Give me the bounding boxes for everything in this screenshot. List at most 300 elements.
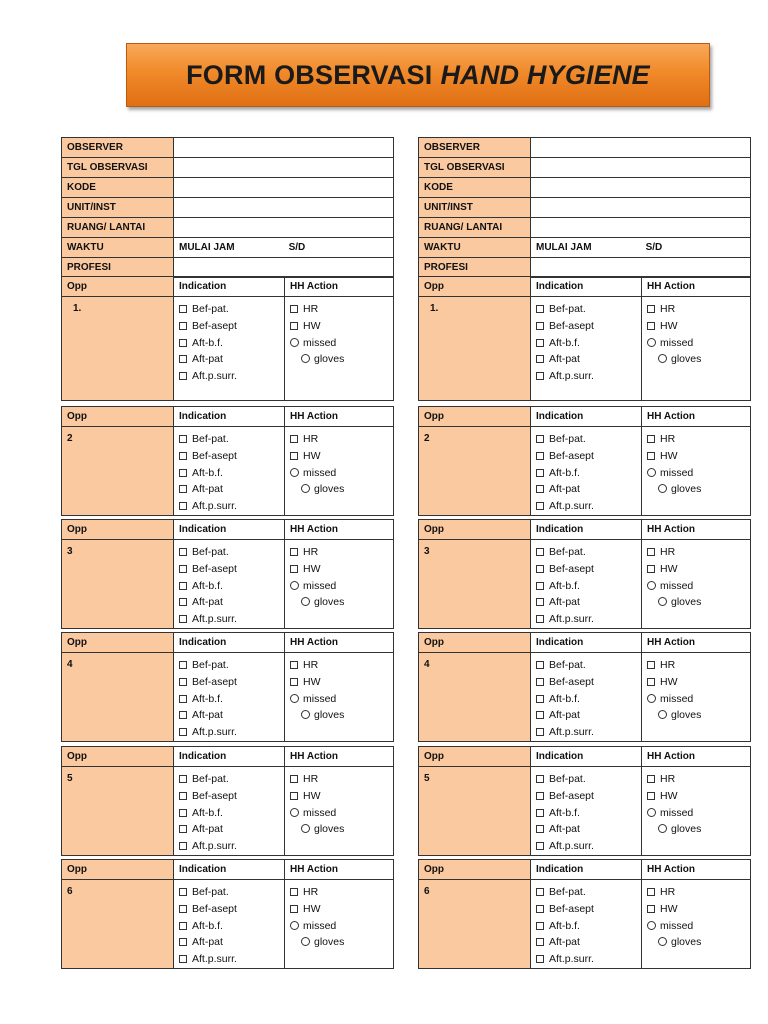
checkbox-icon[interactable] xyxy=(536,938,544,946)
checkbox-icon[interactable] xyxy=(647,322,655,330)
checkbox-icon[interactable] xyxy=(536,809,544,817)
info-field[interactable] xyxy=(174,258,394,278)
checkbox-icon[interactable] xyxy=(647,888,655,896)
radio-icon[interactable] xyxy=(301,710,310,719)
opp-number: 5 xyxy=(62,767,174,856)
hr-checkbox[interactable]: HR xyxy=(647,544,750,561)
indication-cell xyxy=(174,297,285,401)
indication-checkbox[interactable]: Aft-pat xyxy=(179,594,284,611)
opp-header: Opp xyxy=(62,747,174,767)
hr-checkbox[interactable]: HR xyxy=(290,884,393,901)
opportunity-table xyxy=(61,276,394,401)
observation-form-left xyxy=(61,137,394,278)
indication-checkbox[interactable]: Bef-asept xyxy=(536,318,641,335)
indication-checkbox[interactable]: Bef-asept xyxy=(536,901,641,918)
indication-checkbox[interactable]: Bef-pat. xyxy=(179,301,284,318)
indication-checkbox[interactable]: Aft-pat xyxy=(536,821,641,838)
checkbox-icon[interactable] xyxy=(536,888,544,896)
checkbox-icon[interactable] xyxy=(536,661,544,669)
indication-checkbox[interactable]: Aft.p.surr. xyxy=(179,951,284,968)
indication-checkbox[interactable]: Bef-pat. xyxy=(536,771,641,788)
radio-icon[interactable] xyxy=(658,354,667,363)
indication-checkbox[interactable]: Aft-b.f. xyxy=(536,335,641,352)
hh-action-cell xyxy=(285,653,394,742)
checkbox-icon[interactable] xyxy=(536,582,544,590)
indication-cell xyxy=(531,427,642,516)
indication-checkbox[interactable]: Bef-asept xyxy=(536,561,641,578)
indication-checkbox[interactable]: Aft.p.surr. xyxy=(179,611,284,628)
info-field[interactable] xyxy=(174,218,394,238)
checkbox-icon[interactable] xyxy=(647,905,655,913)
indication-checkbox[interactable]: Aft-b.f. xyxy=(179,691,284,708)
opp-header: Opp xyxy=(419,407,531,427)
hw-checkbox[interactable]: HW xyxy=(290,674,393,691)
checkbox-icon[interactable] xyxy=(179,825,187,833)
checkbox-icon[interactable] xyxy=(290,565,298,573)
missed-radio[interactable]: missed xyxy=(290,805,393,822)
hw-checkbox[interactable]: HW xyxy=(290,561,393,578)
indication-checkbox[interactable]: Aft-pat xyxy=(179,934,284,951)
gloves-radio[interactable]: gloves xyxy=(290,934,393,951)
indication-checkbox[interactable]: Aft-pat xyxy=(179,821,284,838)
radio-icon[interactable] xyxy=(290,921,299,930)
hr-checkbox[interactable]: HR xyxy=(290,771,393,788)
checkbox-icon[interactable] xyxy=(536,905,544,913)
indication-checkbox[interactable]: Bef-asept xyxy=(179,448,284,465)
checkbox-icon[interactable] xyxy=(647,565,655,573)
radio-icon[interactable] xyxy=(290,694,299,703)
indication-checkbox[interactable]: Bef-asept xyxy=(179,318,284,335)
gloves-radio[interactable]: gloves xyxy=(647,594,750,611)
opportunity-table xyxy=(418,746,751,856)
checkbox-icon[interactable] xyxy=(647,678,655,686)
info-field[interactable] xyxy=(174,138,394,158)
opp-number: 4 xyxy=(62,653,174,742)
info-field[interactable] xyxy=(531,258,751,278)
info-label: TGL OBSERVASI xyxy=(62,158,174,178)
checkbox-icon[interactable] xyxy=(536,485,544,493)
hh-action-header: HH Action xyxy=(642,277,751,297)
opp-number: 2 xyxy=(62,427,174,516)
gloves-radio[interactable]: gloves xyxy=(290,351,393,368)
checkbox-icon[interactable] xyxy=(536,322,544,330)
checkbox-icon[interactable] xyxy=(179,548,187,556)
checkbox-icon[interactable] xyxy=(179,905,187,913)
waktu-field[interactable] xyxy=(531,238,751,258)
checkbox-icon[interactable] xyxy=(536,502,544,510)
hw-checkbox[interactable]: HW xyxy=(647,318,750,335)
checkbox-icon[interactable] xyxy=(179,469,187,477)
radio-icon[interactable] xyxy=(290,808,299,817)
indication-checkbox[interactable]: Aft-b.f. xyxy=(179,578,284,595)
missed-radio[interactable]: missed xyxy=(290,918,393,935)
indication-checkbox[interactable]: Bef-pat. xyxy=(179,884,284,901)
form-title xyxy=(126,43,710,107)
mulai-jam-label: MULAI JAM xyxy=(536,242,592,253)
radio-icon[interactable] xyxy=(647,694,656,703)
info-field[interactable] xyxy=(174,178,394,198)
indication-checkbox[interactable]: Aft-pat xyxy=(536,481,641,498)
checkbox-icon[interactable] xyxy=(179,711,187,719)
checkbox-icon[interactable] xyxy=(179,775,187,783)
checkbox-icon[interactable] xyxy=(179,938,187,946)
indication-checkbox[interactable]: Bef-pat. xyxy=(179,431,284,448)
info-label: PROFESI xyxy=(419,258,531,278)
opportunity-block xyxy=(418,632,751,742)
checkbox-icon[interactable] xyxy=(179,792,187,800)
checkbox-icon[interactable] xyxy=(290,792,298,800)
opportunity-block xyxy=(61,859,394,969)
indication-checkbox[interactable]: Aft-b.f. xyxy=(536,805,641,822)
checkbox-icon[interactable] xyxy=(179,922,187,930)
indication-cell xyxy=(531,767,642,856)
opportunity-table xyxy=(61,406,394,516)
indication-checkbox[interactable]: Aft.p.surr. xyxy=(536,368,641,385)
hr-checkbox[interactable]: HR xyxy=(647,431,750,448)
checkbox-icon[interactable] xyxy=(536,469,544,477)
opp-header: Opp xyxy=(419,747,531,767)
indication-checkbox[interactable]: Bef-pat. xyxy=(536,301,641,318)
checkbox-icon[interactable] xyxy=(179,809,187,817)
indication-checkbox[interactable]: Bef-asept xyxy=(179,788,284,805)
checkbox-icon[interactable] xyxy=(290,322,298,330)
hw-checkbox[interactable]: HW xyxy=(647,788,750,805)
indication-checkbox[interactable]: Aft-b.f. xyxy=(536,918,641,935)
indication-checkbox[interactable]: Bef-pat. xyxy=(179,544,284,561)
checkbox-icon[interactable] xyxy=(290,548,298,556)
radio-icon[interactable] xyxy=(658,710,667,719)
opportunity-table xyxy=(418,859,751,969)
checkbox-icon[interactable] xyxy=(536,435,544,443)
indication-checkbox[interactable]: Bef-asept xyxy=(536,448,641,465)
checkbox-icon[interactable] xyxy=(647,452,655,460)
indication-cell xyxy=(174,880,285,969)
checkbox-icon[interactable] xyxy=(536,775,544,783)
indication-checkbox[interactable]: Aft.p.surr. xyxy=(536,951,641,968)
checkbox-icon[interactable] xyxy=(647,305,655,313)
opp-number: 6 xyxy=(62,880,174,969)
checkbox-icon[interactable] xyxy=(179,502,187,510)
info-label: KODE xyxy=(419,178,531,198)
info-label: PROFESI xyxy=(62,258,174,278)
indication-checkbox[interactable]: Bef-asept xyxy=(179,561,284,578)
missed-radio[interactable]: missed xyxy=(647,691,750,708)
checkbox-icon[interactable] xyxy=(179,305,187,313)
missed-radio[interactable]: missed xyxy=(290,691,393,708)
hr-checkbox[interactable]: HR xyxy=(290,301,393,318)
hh-action-cell xyxy=(642,880,751,969)
indication-checkbox[interactable]: Bef-asept xyxy=(536,674,641,691)
hr-checkbox[interactable]: HR xyxy=(647,657,750,674)
gloves-radio[interactable]: gloves xyxy=(290,821,393,838)
opportunity-block xyxy=(61,746,394,856)
indication-checkbox[interactable]: Aft-b.f. xyxy=(536,465,641,482)
radio-icon[interactable] xyxy=(647,581,656,590)
opp-number: 3 xyxy=(62,540,174,629)
opportunity-table xyxy=(418,519,751,629)
indication-checkbox[interactable]: Aft-pat xyxy=(536,351,641,368)
checkbox-icon[interactable] xyxy=(290,452,298,460)
radio-icon[interactable] xyxy=(658,597,667,606)
checkbox-icon[interactable] xyxy=(536,922,544,930)
opportunity-table xyxy=(61,746,394,856)
checkbox-icon[interactable] xyxy=(647,661,655,669)
indication-checkbox[interactable]: Aft.p.surr. xyxy=(179,498,284,515)
indication-checkbox[interactable]: Aft-pat xyxy=(536,934,641,951)
indication-checkbox[interactable]: Bef-pat. xyxy=(536,431,641,448)
gloves-radio[interactable]: gloves xyxy=(647,481,750,498)
indication-checkbox[interactable]: Bef-asept xyxy=(536,788,641,805)
info-label: WAKTU xyxy=(62,238,174,258)
indication-checkbox[interactable]: Aft-pat xyxy=(179,481,284,498)
checkbox-icon[interactable] xyxy=(179,372,187,380)
indication-cell xyxy=(531,880,642,969)
radio-icon[interactable] xyxy=(290,581,299,590)
indication-cell xyxy=(174,653,285,742)
indication-checkbox[interactable]: Bef-pat. xyxy=(536,544,641,561)
gloves-radio[interactable]: gloves xyxy=(290,481,393,498)
checkbox-icon[interactable] xyxy=(179,678,187,686)
checkbox-icon[interactable] xyxy=(536,842,544,850)
checkbox-icon[interactable] xyxy=(179,661,187,669)
radio-icon[interactable] xyxy=(301,597,310,606)
checkbox-icon[interactable] xyxy=(647,792,655,800)
indication-checkbox[interactable]: Aft-pat xyxy=(179,351,284,368)
missed-radio[interactable]: missed xyxy=(647,578,750,595)
checkbox-icon[interactable] xyxy=(179,728,187,736)
opportunity-table xyxy=(61,632,394,742)
checkbox-icon[interactable] xyxy=(179,598,187,606)
hh-action-header: HH Action xyxy=(285,633,394,653)
checkbox-icon[interactable] xyxy=(536,339,544,347)
radio-icon[interactable] xyxy=(658,937,667,946)
hh-action-header: HH Action xyxy=(285,277,394,297)
checkbox-icon[interactable] xyxy=(179,955,187,963)
hw-checkbox[interactable]: HW xyxy=(647,901,750,918)
hh-action-header: HH Action xyxy=(642,407,751,427)
hr-checkbox[interactable]: HR xyxy=(647,301,750,318)
indication-checkbox[interactable]: Aft-b.f. xyxy=(179,918,284,935)
missed-radio[interactable]: missed xyxy=(647,918,750,935)
indication-header: Indication xyxy=(531,520,642,540)
checkbox-icon[interactable] xyxy=(536,825,544,833)
gloves-radio[interactable]: gloves xyxy=(647,821,750,838)
indication-checkbox[interactable]: Bef-asept xyxy=(179,674,284,691)
hh-action-cell xyxy=(285,880,394,969)
checkbox-icon[interactable] xyxy=(536,728,544,736)
info-label: OBSERVER xyxy=(62,138,174,158)
radio-icon[interactable] xyxy=(301,824,310,833)
info-label: RUANG/ LANTAI xyxy=(419,218,531,238)
hw-checkbox[interactable]: HW xyxy=(290,788,393,805)
hh-action-cell xyxy=(285,427,394,516)
missed-radio[interactable]: missed xyxy=(647,465,750,482)
checkbox-icon[interactable] xyxy=(536,452,544,460)
hw-checkbox[interactable]: HW xyxy=(290,448,393,465)
hw-checkbox[interactable]: HW xyxy=(647,561,750,578)
checkbox-icon[interactable] xyxy=(290,888,298,896)
indication-checkbox[interactable]: Bef-asept xyxy=(179,901,284,918)
radio-icon[interactable] xyxy=(647,808,656,817)
indication-checkbox[interactable]: Aft.p.surr. xyxy=(179,838,284,855)
info-field[interactable] xyxy=(531,198,751,218)
checkbox-icon[interactable] xyxy=(536,548,544,556)
checkbox-icon[interactable] xyxy=(290,305,298,313)
mulai-jam-label: MULAI JAM xyxy=(179,242,235,253)
checkbox-icon[interactable] xyxy=(179,582,187,590)
checkbox-icon[interactable] xyxy=(290,905,298,913)
checkbox-icon[interactable] xyxy=(179,695,187,703)
gloves-radio[interactable]: gloves xyxy=(290,707,393,724)
indication-checkbox[interactable]: Aft-b.f. xyxy=(179,805,284,822)
missed-radio[interactable]: missed xyxy=(290,578,393,595)
checkbox-icon[interactable] xyxy=(179,888,187,896)
checkbox-icon[interactable] xyxy=(536,678,544,686)
indication-checkbox[interactable]: Bef-pat. xyxy=(536,657,641,674)
hr-checkbox[interactable]: HR xyxy=(290,657,393,674)
hw-checkbox[interactable]: HW xyxy=(647,448,750,465)
observation-form-right xyxy=(418,137,751,278)
indication-checkbox[interactable]: Aft-pat xyxy=(179,707,284,724)
indication-checkbox[interactable]: Bef-pat. xyxy=(179,771,284,788)
hh-action-header: HH Action xyxy=(285,407,394,427)
hr-checkbox[interactable]: HR xyxy=(647,884,750,901)
info-field[interactable] xyxy=(174,158,394,178)
hr-checkbox[interactable]: HR xyxy=(290,431,393,448)
hh-action-cell xyxy=(285,767,394,856)
gloves-radio[interactable]: gloves xyxy=(290,594,393,611)
indication-cell xyxy=(174,767,285,856)
hh-action-header: HH Action xyxy=(642,633,751,653)
checkbox-icon[interactable] xyxy=(179,355,187,363)
indication-header: Indication xyxy=(531,277,642,297)
indication-checkbox[interactable]: Aft-b.f. xyxy=(536,691,641,708)
checkbox-icon[interactable] xyxy=(179,452,187,460)
info-label: KODE xyxy=(62,178,174,198)
indication-checkbox[interactable]: Aft-b.f. xyxy=(179,335,284,352)
hw-checkbox[interactable]: HW xyxy=(290,318,393,335)
indication-header: Indication xyxy=(174,277,285,297)
checkbox-icon[interactable] xyxy=(647,435,655,443)
radio-icon[interactable] xyxy=(290,338,299,347)
checkbox-icon[interactable] xyxy=(536,711,544,719)
radio-icon[interactable] xyxy=(301,354,310,363)
radio-icon[interactable] xyxy=(647,921,656,930)
indication-checkbox[interactable]: Aft-b.f. xyxy=(536,578,641,595)
observer-info-table xyxy=(61,137,394,278)
hw-checkbox[interactable]: HW xyxy=(290,901,393,918)
checkbox-icon[interactable] xyxy=(647,775,655,783)
radio-icon[interactable] xyxy=(301,937,310,946)
gloves-radio[interactable]: gloves xyxy=(647,351,750,368)
checkbox-icon[interactable] xyxy=(179,842,187,850)
info-field[interactable] xyxy=(531,218,751,238)
checkbox-icon[interactable] xyxy=(536,792,544,800)
radio-icon[interactable] xyxy=(658,824,667,833)
opp-header: Opp xyxy=(62,520,174,540)
hh-action-header: HH Action xyxy=(642,520,751,540)
radio-icon[interactable] xyxy=(290,468,299,477)
gloves-radio[interactable]: gloves xyxy=(647,934,750,951)
indication-checkbox[interactable]: Bef-pat. xyxy=(536,884,641,901)
indication-checkbox[interactable]: Aft.p.surr. xyxy=(179,368,284,385)
opportunity-block xyxy=(61,519,394,629)
indication-header: Indication xyxy=(531,860,642,880)
indication-checkbox[interactable]: Aft.p.surr. xyxy=(536,838,641,855)
checkbox-icon[interactable] xyxy=(179,615,187,623)
checkbox-icon[interactable] xyxy=(536,615,544,623)
info-field[interactable] xyxy=(531,138,751,158)
indication-header: Indication xyxy=(174,407,285,427)
checkbox-icon[interactable] xyxy=(290,435,298,443)
checkbox-icon[interactable] xyxy=(536,355,544,363)
hh-action-cell xyxy=(285,540,394,629)
opportunity-block xyxy=(418,276,751,401)
opp-number: 2 xyxy=(419,427,531,516)
indication-checkbox[interactable]: Aft.p.surr. xyxy=(179,724,284,741)
opp-header: Opp xyxy=(62,407,174,427)
indication-checkbox[interactable]: Aft.p.surr. xyxy=(536,611,641,628)
checkbox-icon[interactable] xyxy=(179,485,187,493)
radio-icon[interactable] xyxy=(658,484,667,493)
indication-header: Indication xyxy=(531,407,642,427)
checkbox-icon[interactable] xyxy=(179,565,187,573)
checkbox-icon[interactable] xyxy=(536,598,544,606)
indication-checkbox[interactable]: Aft-pat xyxy=(536,594,641,611)
checkbox-icon[interactable] xyxy=(290,661,298,669)
checkbox-icon[interactable] xyxy=(536,565,544,573)
hw-checkbox[interactable]: HW xyxy=(647,674,750,691)
opp-header: Opp xyxy=(419,520,531,540)
indication-checkbox[interactable]: Aft.p.surr. xyxy=(536,498,641,515)
indication-checkbox[interactable]: Aft.p.surr. xyxy=(536,724,641,741)
hr-checkbox[interactable]: HR xyxy=(647,771,750,788)
info-field[interactable] xyxy=(531,178,751,198)
checkbox-icon[interactable] xyxy=(179,435,187,443)
observer-info-table xyxy=(418,137,751,278)
checkbox-icon[interactable] xyxy=(647,548,655,556)
opp-header: Opp xyxy=(62,633,174,653)
radio-icon[interactable] xyxy=(301,484,310,493)
indication-header: Indication xyxy=(174,520,285,540)
info-field[interactable] xyxy=(531,158,751,178)
checkbox-icon[interactable] xyxy=(536,305,544,313)
missed-radio[interactable]: missed xyxy=(647,335,750,352)
indication-checkbox[interactable]: Aft-pat xyxy=(536,707,641,724)
checkbox-icon[interactable] xyxy=(290,775,298,783)
waktu-field[interactable] xyxy=(174,238,394,258)
hr-checkbox[interactable]: HR xyxy=(290,544,393,561)
checkbox-icon[interactable] xyxy=(536,695,544,703)
missed-radio[interactable]: missed xyxy=(290,335,393,352)
radio-icon[interactable] xyxy=(647,468,656,477)
info-field[interactable] xyxy=(174,198,394,218)
checkbox-icon[interactable] xyxy=(290,678,298,686)
indication-cell xyxy=(531,297,642,401)
checkbox-icon[interactable] xyxy=(536,372,544,380)
radio-icon[interactable] xyxy=(647,338,656,347)
indication-header: Indication xyxy=(174,747,285,767)
indication-checkbox[interactable]: Bef-pat. xyxy=(179,657,284,674)
checkbox-icon[interactable] xyxy=(179,339,187,347)
indication-checkbox[interactable]: Aft-b.f. xyxy=(179,465,284,482)
gloves-radio[interactable]: gloves xyxy=(647,707,750,724)
opp-header: Opp xyxy=(62,277,174,297)
checkbox-icon[interactable] xyxy=(179,322,187,330)
missed-radio[interactable]: missed xyxy=(290,465,393,482)
missed-radio[interactable]: missed xyxy=(647,805,750,822)
checkbox-icon[interactable] xyxy=(536,955,544,963)
